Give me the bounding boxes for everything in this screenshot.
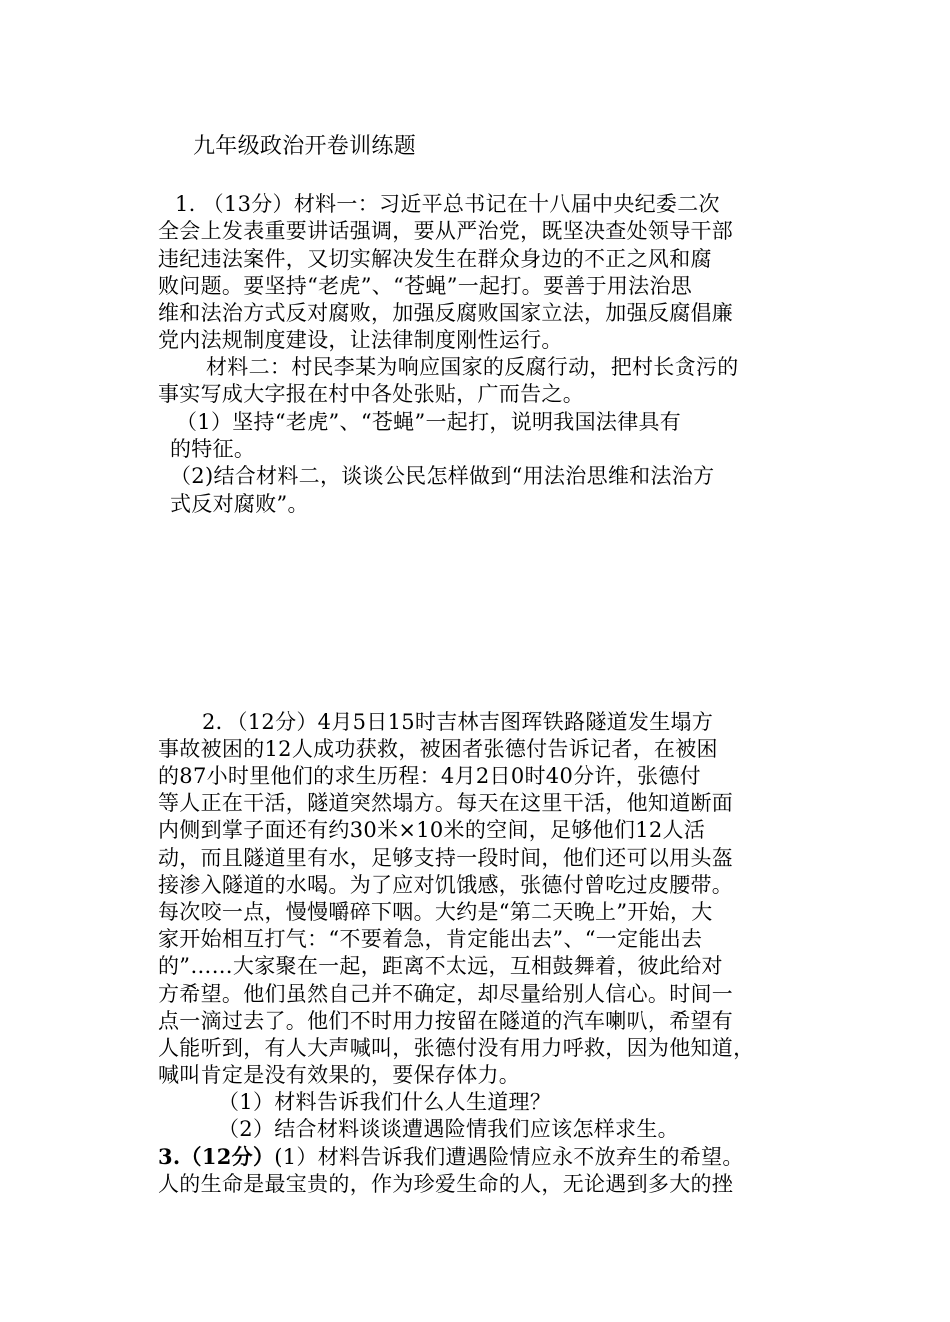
q1-line: 1. （13分）材料一：习近平总书记在十八届中央纪委二次 bbox=[175, 192, 720, 216]
q1-line: 败问题。要坚持“老虎”、“苍蝇”一起打。要善于用法治思 bbox=[158, 274, 693, 298]
q2-line: 的87小时里他们的求生历程：4月2日0时40分许，张德付 bbox=[158, 764, 701, 788]
q2-line: 动，而且隧道里有水，足够支持一段时间，他们还可以用头盔 bbox=[158, 846, 734, 870]
q3-line: (1）材料告诉我们遭遇险情应永不放弃生的希望。 bbox=[274, 1145, 744, 1169]
q2-line: 等人正在干活，隧道突然塌方。每天在这里干活，他知道断面 bbox=[158, 791, 734, 815]
q1-subquestion-2-cont: 式反对腐败”。 bbox=[170, 492, 309, 516]
q1-line: 全会上发表重要讲话强调，要从严治党，既坚决查处领导干部 bbox=[158, 219, 734, 243]
q3-first-line bbox=[158, 1143, 744, 1171]
q3-label: 3.（12分） bbox=[158, 1144, 275, 1169]
q1-line: 党内法规制度建设，让法律制度刚性运行。 bbox=[158, 328, 563, 352]
q2-subquestion-1: （1）材料告诉我们什么人生道理？ bbox=[218, 1090, 552, 1114]
q2-line: 内侧到掌子面还有约30米×10米的空间，足够他们12人活 bbox=[158, 818, 706, 842]
q3-line: 人的生命是最宝贵的，作为珍爱生命的人，无论遇到多大的挫 bbox=[158, 1172, 734, 1196]
q1-line: 维和法治方式反对腐败，加强反腐败国家立法，加强反腐倡廉 bbox=[158, 301, 734, 325]
q1-line: 事实写成大字报在村中各处张贴，广而告之。 bbox=[158, 382, 584, 406]
q2-line: 方希望。他们虽然自己并不确定，却尽量给别人信心。时间一 bbox=[158, 982, 734, 1006]
q2-line: 的”……大家聚在一起，距离不太远，互相鼓舞着，彼此给对 bbox=[158, 954, 723, 978]
q2-line: 家开始相互打气：“不要着急，肯定能出去”、“一定能出去 bbox=[158, 927, 703, 951]
q2-line: 喊叫肯定是没有效果的，要保存体力。 bbox=[158, 1063, 521, 1087]
q1-line: 违纪违法案件，又切实解决发生在群众身边的不正之风和腐 bbox=[158, 247, 712, 271]
q1-subquestion-2: （2)结合材料二，谈谈公民怎样做到“用法治思维和法治方 bbox=[170, 464, 715, 488]
q2-line: 事故被困的12人成功获救，被困者张德付告诉记者，在被困 bbox=[158, 737, 718, 761]
q2-line: 接渗入隧道的水喝。为了应对饥饿感，张德付曾吃过皮腰带。 bbox=[158, 873, 734, 897]
q1-subquestion-1-cont: 的特征。 bbox=[170, 437, 256, 461]
document-title: 九年级政治开卷训练题 bbox=[193, 134, 417, 159]
q1-line: 材料二：村民李某为响应国家的反腐行动，把村长贪污的 bbox=[206, 355, 739, 379]
q1-subquestion-1: （1）坚持“老虎”、“苍蝇”一起打，说明我国法律具有 bbox=[176, 410, 682, 434]
q2-subquestion-2: （2）结合材料谈谈遭遇险情我们应该怎样求生。 bbox=[218, 1117, 679, 1141]
q2-line: 人能听到，有人大声喊叫，张德付没有用力呼救，因为他知道， bbox=[158, 1036, 755, 1060]
q2-line: 点一滴过去了。他们不时用力按留在隧道的汽车喇叭，希望有 bbox=[158, 1009, 734, 1033]
q2-line: 2．（12分）4月5日15时吉林吉图珲铁路隧道发生塌方 bbox=[202, 710, 714, 734]
q2-line: 每次咬一点，慢慢嚼碎下咽。大约是“第二天晚上”开始，大 bbox=[158, 900, 713, 924]
